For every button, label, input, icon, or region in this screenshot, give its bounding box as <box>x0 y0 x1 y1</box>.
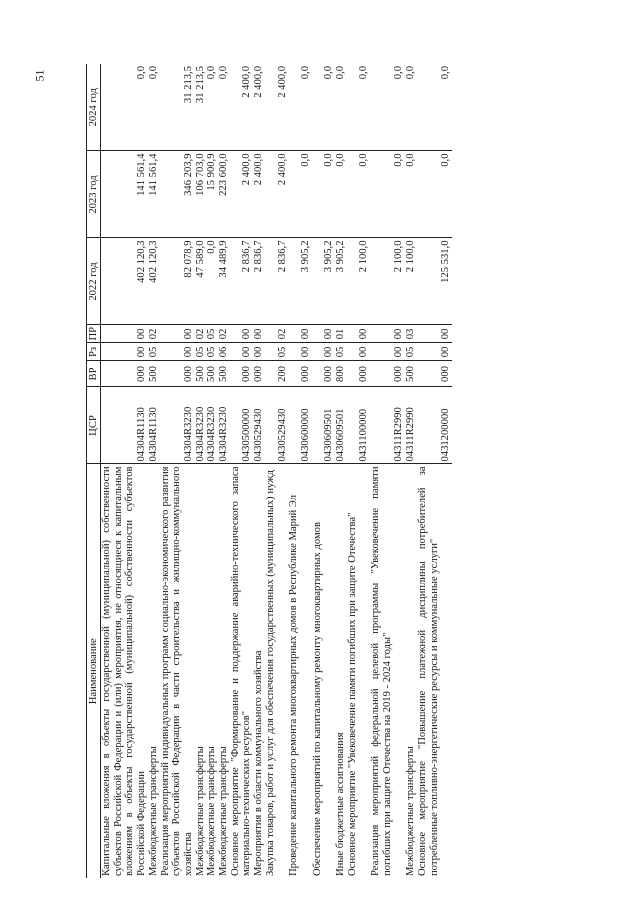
row-value-2022 <box>347 238 370 325</box>
row-value-2023 <box>230 151 253 238</box>
row-value-2023 <box>417 151 452 238</box>
row-value-2022 <box>160 238 195 325</box>
row-pr <box>405 325 417 343</box>
row-value-2022-text: 2 100,0 <box>358 240 370 273</box>
row-value-2023 <box>160 151 195 238</box>
row-csr <box>148 387 160 464</box>
row-rz <box>195 343 207 361</box>
row-name: Основное мероприятие "Повышение платежной дисциплины потребителей за потребленные топливно-энергетические ресурсы и коммунальные услуги" <box>417 464 452 878</box>
row-vr-text: 000 <box>241 366 253 382</box>
row-csr <box>160 387 195 464</box>
row-value-2024 <box>288 64 311 151</box>
row-value-2024-text: 0,0 <box>334 66 346 80</box>
row-name: Основное мероприятие "Формирование и поддержание аварийно-технического запаса материально-технических ресурсов" <box>230 464 253 878</box>
row-pr <box>218 325 230 343</box>
row-value-2022-text: 3 905,2 <box>299 240 311 273</box>
row-pr <box>206 325 218 343</box>
row-value-2023-text: 2 400,0 <box>241 153 253 186</box>
row-value-2023-text: 106 703,0 <box>194 153 206 196</box>
table-row <box>253 64 265 878</box>
row-value-2022 <box>312 238 335 325</box>
row-value-2022 <box>288 238 311 325</box>
row-rz <box>288 343 311 361</box>
row-vr <box>160 361 195 387</box>
row-value-2023 <box>206 151 218 238</box>
row-value-2022 <box>265 238 288 325</box>
row-rz-text: 00 <box>253 346 265 358</box>
row-value-2022-text: 47 589,0 <box>194 240 206 278</box>
row-pr-text: 01 <box>334 328 346 340</box>
row-value-2022-text: 125 531,0 <box>440 240 452 283</box>
col-header-csr: ЦСР <box>87 387 101 464</box>
row-vr <box>195 361 207 387</box>
row-value-2023 <box>405 151 417 238</box>
row-value-2024 <box>312 64 335 151</box>
row-value-2022 <box>370 238 405 325</box>
row-pr-text: 02 <box>194 328 206 340</box>
row-rz-text: 06 <box>218 346 230 358</box>
row-value-2023-text: 0,0 <box>334 153 346 167</box>
row-csr <box>312 387 335 464</box>
row-value-2024 <box>206 64 218 151</box>
row-value-2023 <box>312 151 335 238</box>
row-vr-text: 000 <box>299 366 311 382</box>
row-name: Межбюджетные трансферты <box>206 464 218 878</box>
row-vr-text: 000 <box>358 366 370 382</box>
row-csr-text: 04311R2990 <box>393 407 405 462</box>
row-vr <box>148 361 160 387</box>
row-value-2024 <box>218 64 230 151</box>
row-csr <box>405 387 417 464</box>
row-rz <box>101 343 148 361</box>
col-header-vr: ВР <box>87 361 101 387</box>
row-name: Проведение капитального ремонта многоквартирных домов в Республике Марий Эл <box>288 464 311 878</box>
row-value-2024-text: 2 400,0 <box>253 66 265 98</box>
row-pr <box>101 325 148 343</box>
row-csr <box>206 387 218 464</box>
col-header-2022: 2022 год <box>87 238 101 325</box>
row-vr <box>288 361 311 387</box>
table-row <box>370 64 405 878</box>
row-pr <box>370 325 405 343</box>
row-rz <box>265 343 288 361</box>
row-pr-text: 00 <box>393 328 405 340</box>
row-vr-text: 500 <box>194 366 206 382</box>
row-rz-text: 00 <box>440 346 452 358</box>
row-rz-text: 05 <box>276 346 288 358</box>
row-value-2024-text: 31 213,5 <box>194 66 206 104</box>
row-name: Мероприятия в области коммунального хозяйства <box>253 464 265 878</box>
row-csr-text: 0430529430 <box>276 408 288 462</box>
row-value-2022 <box>405 238 417 325</box>
row-rz <box>230 343 253 361</box>
row-rz-text: 05 <box>147 346 159 358</box>
row-pr <box>312 325 335 343</box>
row-vr <box>218 361 230 387</box>
row-pr <box>347 325 370 343</box>
row-vr-text: 500 <box>405 366 417 382</box>
row-value-2024-text: 0,0 <box>206 66 218 80</box>
row-value-2024-text: 0,0 <box>299 66 311 80</box>
row-value-2022-text: 2 100,0 <box>405 240 417 273</box>
row-vr <box>370 361 405 387</box>
row-name: Реализация мероприятий федеральной целевой программы "Увековечение памяти погибших при защите Отечества на 2019 - 2024 годы" <box>370 464 405 878</box>
row-rz-text: 00 <box>393 346 405 358</box>
row-csr-text: 04304R3230 <box>206 406 218 462</box>
row-value-2023-text: 0,0 <box>405 153 417 167</box>
row-name: Закупка товаров, работ и услуг для обеспечения государственных (муниципальных) нужд <box>265 464 288 878</box>
row-value-2024 <box>101 64 148 151</box>
table-row <box>195 64 207 878</box>
row-pr-text: 00 <box>358 328 370 340</box>
row-name: Капитальные вложения в объекты государственной (муниципальной) собственности субъектов Российской Федерации и (или) мероприятия, не относящиеся к капитальным вложениям в объекты государственной (муниципальной) собственности субъектов Российской Федерации <box>101 464 148 878</box>
row-value-2024-text: 0,0 <box>393 66 405 80</box>
row-csr-text: 0430609501 <box>334 408 346 462</box>
row-pr <box>195 325 207 343</box>
row-csr-text: 04304R1130 <box>136 407 148 462</box>
row-rz <box>160 343 195 361</box>
row-value-2023-text: 223 600,0 <box>218 153 230 196</box>
row-value-2023 <box>265 151 288 238</box>
row-rz-text: 00 <box>323 346 335 358</box>
row-value-2022 <box>417 238 452 325</box>
table-row <box>160 64 195 878</box>
row-vr <box>265 361 288 387</box>
row-value-2023-text: 0,0 <box>323 153 335 167</box>
table-row <box>148 64 160 878</box>
row-csr <box>195 387 207 464</box>
row-vr-text: 200 <box>276 366 288 382</box>
table-row <box>335 64 347 878</box>
col-header-2024: 2024 год <box>87 64 101 151</box>
row-value-2022 <box>218 238 230 325</box>
table-row <box>347 64 370 878</box>
col-header-pr: ПР <box>87 325 101 343</box>
row-csr-text: 04304R3230 <box>218 406 230 462</box>
col-header-rz: Рз <box>87 343 101 361</box>
row-vr-text: 000 <box>323 366 335 382</box>
row-name: Основное мероприятие "Увековечение памяти погибших при защите Отечества" <box>347 464 370 878</box>
row-rz-text: 05 <box>194 346 206 358</box>
row-csr-text: 04304R1130 <box>147 407 159 462</box>
table-row <box>230 64 253 878</box>
row-rz-text: 00 <box>358 346 370 358</box>
table-row <box>312 64 335 878</box>
row-rz <box>206 343 218 361</box>
col-header-2023: 2023 год <box>87 151 101 238</box>
row-value-2023 <box>148 151 160 238</box>
row-pr-text: 00 <box>253 328 265 340</box>
row-name: Реализация мероприятий индивидуальных программ социально-экономического развития субъектов Российской Федерации в части строительства и жилищно-коммунального хозяйства <box>160 464 195 878</box>
row-csr <box>347 387 370 464</box>
row-vr <box>417 361 452 387</box>
row-rz <box>370 343 405 361</box>
row-pr <box>417 325 452 343</box>
row-pr <box>253 325 265 343</box>
row-pr-text: 00 <box>299 328 311 340</box>
row-value-2022-text: 2 836,7 <box>241 240 253 273</box>
row-name: Обеспечение мероприятий по капитальному ремонту многоквартирных домов <box>312 464 335 878</box>
row-name: Межбюджетные трансферты <box>218 464 230 878</box>
row-value-2023-text: 0,0 <box>299 153 311 167</box>
page-number: 51 <box>32 69 47 82</box>
row-value-2024-text: 0,0 <box>405 66 417 80</box>
row-value-2022 <box>335 238 347 325</box>
row-value-2024 <box>230 64 253 151</box>
row-value-2024-text: 0,0 <box>147 66 159 80</box>
row-pr-text: 00 <box>241 328 253 340</box>
row-pr-text: 03 <box>405 328 417 340</box>
row-pr-text: 02 <box>276 328 288 340</box>
row-value-2024 <box>160 64 195 151</box>
row-vr <box>101 361 148 387</box>
budget-table <box>86 64 452 878</box>
row-value-2024 <box>370 64 405 151</box>
row-value-2023-text: 0,0 <box>358 153 370 167</box>
row-name: Иные бюджетные ассигнования <box>335 464 347 878</box>
row-vr-text: 000 <box>253 366 265 382</box>
row-csr-text: 0431200000 <box>440 408 452 462</box>
row-value-2023-text: 2 400,0 <box>276 153 288 186</box>
row-value-2023-text: 0,0 <box>393 153 405 167</box>
row-value-2022-text: 2 100,0 <box>393 240 405 273</box>
row-rz <box>347 343 370 361</box>
row-value-2022-text: 402 120,3 <box>136 240 148 283</box>
row-vr-text: 800 <box>334 366 346 382</box>
row-value-2022 <box>206 238 218 325</box>
row-value-2024 <box>347 64 370 151</box>
row-value-2024-text: 0,0 <box>218 66 230 80</box>
row-value-2022-text: 3 905,2 <box>323 240 335 273</box>
row-csr <box>370 387 405 464</box>
row-value-2024 <box>417 64 452 151</box>
row-vr <box>206 361 218 387</box>
row-pr-text: 00 <box>440 328 452 340</box>
row-value-2024 <box>335 64 347 151</box>
row-csr-text: 0430500000 <box>241 408 253 462</box>
row-pr-text: 00 <box>136 328 148 340</box>
row-name: Межбюджетные трансферты <box>195 464 207 878</box>
row-csr <box>218 387 230 464</box>
row-value-2024-text: 2 400,0 <box>276 66 288 98</box>
row-value-2023 <box>195 151 207 238</box>
row-rz-text: 05 <box>206 346 218 358</box>
row-rz-text: 00 <box>299 346 311 358</box>
row-pr-text: 02 <box>147 328 159 340</box>
row-value-2024 <box>405 64 417 151</box>
row-vr-text: 500 <box>218 366 230 382</box>
row-vr <box>253 361 265 387</box>
row-pr-text: 00 <box>323 328 335 340</box>
row-value-2023-text: 141 561,4 <box>147 153 159 196</box>
row-csr <box>288 387 311 464</box>
row-rz-text: 00 <box>136 346 148 358</box>
row-csr <box>230 387 253 464</box>
row-pr <box>230 325 253 343</box>
row-pr-text: 05 <box>206 328 218 340</box>
row-pr-text: 00 <box>182 328 194 340</box>
row-pr <box>288 325 311 343</box>
table-row <box>288 64 311 878</box>
row-csr <box>265 387 288 464</box>
row-value-2024 <box>148 64 160 151</box>
row-csr-text: 04311R2990 <box>405 407 417 462</box>
row-rz <box>417 343 452 361</box>
row-rz-text: 00 <box>182 346 194 358</box>
row-rz <box>312 343 335 361</box>
row-rz-text: 05 <box>405 346 417 358</box>
row-csr <box>101 387 148 464</box>
row-value-2023-text: 0,0 <box>440 153 452 167</box>
rotated-page-content <box>86 64 618 878</box>
row-value-2022 <box>230 238 253 325</box>
table-row <box>206 64 218 878</box>
row-vr-text: 000 <box>136 366 148 382</box>
row-value-2022-text: 0,0 <box>206 240 218 254</box>
row-value-2023 <box>253 151 265 238</box>
row-vr <box>405 361 417 387</box>
table-row <box>101 64 148 878</box>
row-value-2022-text: 2 836,7 <box>253 240 265 273</box>
row-value-2024-text: 0,0 <box>323 66 335 80</box>
row-value-2024-text: 2 400,0 <box>241 66 253 98</box>
row-vr <box>312 361 335 387</box>
row-csr-text: 0430600000 <box>299 408 311 462</box>
row-value-2022 <box>195 238 207 325</box>
row-vr <box>230 361 253 387</box>
row-value-2023 <box>288 151 311 238</box>
row-value-2022 <box>148 238 160 325</box>
row-value-2024-text: 0,0 <box>358 66 370 80</box>
table-row <box>265 64 288 878</box>
row-csr <box>253 387 265 464</box>
row-vr-text: 500 <box>147 366 159 382</box>
table-row <box>417 64 452 878</box>
row-value-2023 <box>218 151 230 238</box>
row-value-2022-text: 82 078,9 <box>182 240 194 278</box>
row-value-2024 <box>253 64 265 151</box>
row-value-2023-text: 346 203,9 <box>182 153 194 196</box>
row-rz <box>253 343 265 361</box>
row-csr-text: 0430529430 <box>253 408 265 462</box>
row-value-2023 <box>335 151 347 238</box>
row-rz <box>335 343 347 361</box>
row-vr-text: 000 <box>393 366 405 382</box>
row-csr-text: 04304R3230 <box>182 406 194 462</box>
row-value-2022 <box>253 238 265 325</box>
row-vr-text: 000 <box>182 366 194 382</box>
row-rz <box>405 343 417 361</box>
row-vr-text: 000 <box>440 366 452 382</box>
table-body <box>101 64 452 878</box>
row-value-2023 <box>347 151 370 238</box>
row-value-2022-text: 34 489,9 <box>218 240 230 278</box>
row-pr <box>160 325 195 343</box>
row-pr-text: 02 <box>218 328 230 340</box>
row-csr-text: 0431100000 <box>358 408 370 462</box>
row-value-2023-text: 141 561,4 <box>136 153 148 196</box>
row-rz-text: 05 <box>334 346 346 358</box>
row-pr <box>335 325 347 343</box>
row-rz-text: 00 <box>241 346 253 358</box>
row-value-2024-text: 0,0 <box>136 66 148 80</box>
row-vr-text: 500 <box>206 366 218 382</box>
row-csr-text: 04304R3230 <box>194 406 206 462</box>
row-csr <box>335 387 347 464</box>
col-header-name: Наименование <box>87 464 101 878</box>
row-value-2022-text: 402 120,3 <box>147 240 159 283</box>
row-value-2023 <box>370 151 405 238</box>
row-value-2024 <box>265 64 288 151</box>
row-csr-text: 0430609501 <box>323 408 335 462</box>
row-name: Межбюджетные трансферты <box>405 464 417 878</box>
row-value-2023-text: 15 900,9 <box>206 153 218 191</box>
row-value-2023 <box>101 151 148 238</box>
row-value-2024-text: 31 213,5 <box>182 66 194 104</box>
row-value-2022-text: 3 905,2 <box>334 240 346 273</box>
row-value-2024 <box>195 64 207 151</box>
row-vr <box>347 361 370 387</box>
row-vr <box>335 361 347 387</box>
row-name: Межбюджетные трансферты <box>148 464 160 878</box>
table-row <box>218 64 230 878</box>
table-row <box>405 64 417 878</box>
row-rz <box>218 343 230 361</box>
row-csr <box>417 387 452 464</box>
row-value-2023-text: 2 400,0 <box>253 153 265 186</box>
row-value-2022 <box>101 238 148 325</box>
row-pr <box>265 325 288 343</box>
row-rz <box>148 343 160 361</box>
row-value-2022-text: 2 836,7 <box>276 240 288 273</box>
row-value-2024-text: 0,0 <box>440 66 452 80</box>
row-pr <box>148 325 160 343</box>
table-header <box>87 64 101 878</box>
